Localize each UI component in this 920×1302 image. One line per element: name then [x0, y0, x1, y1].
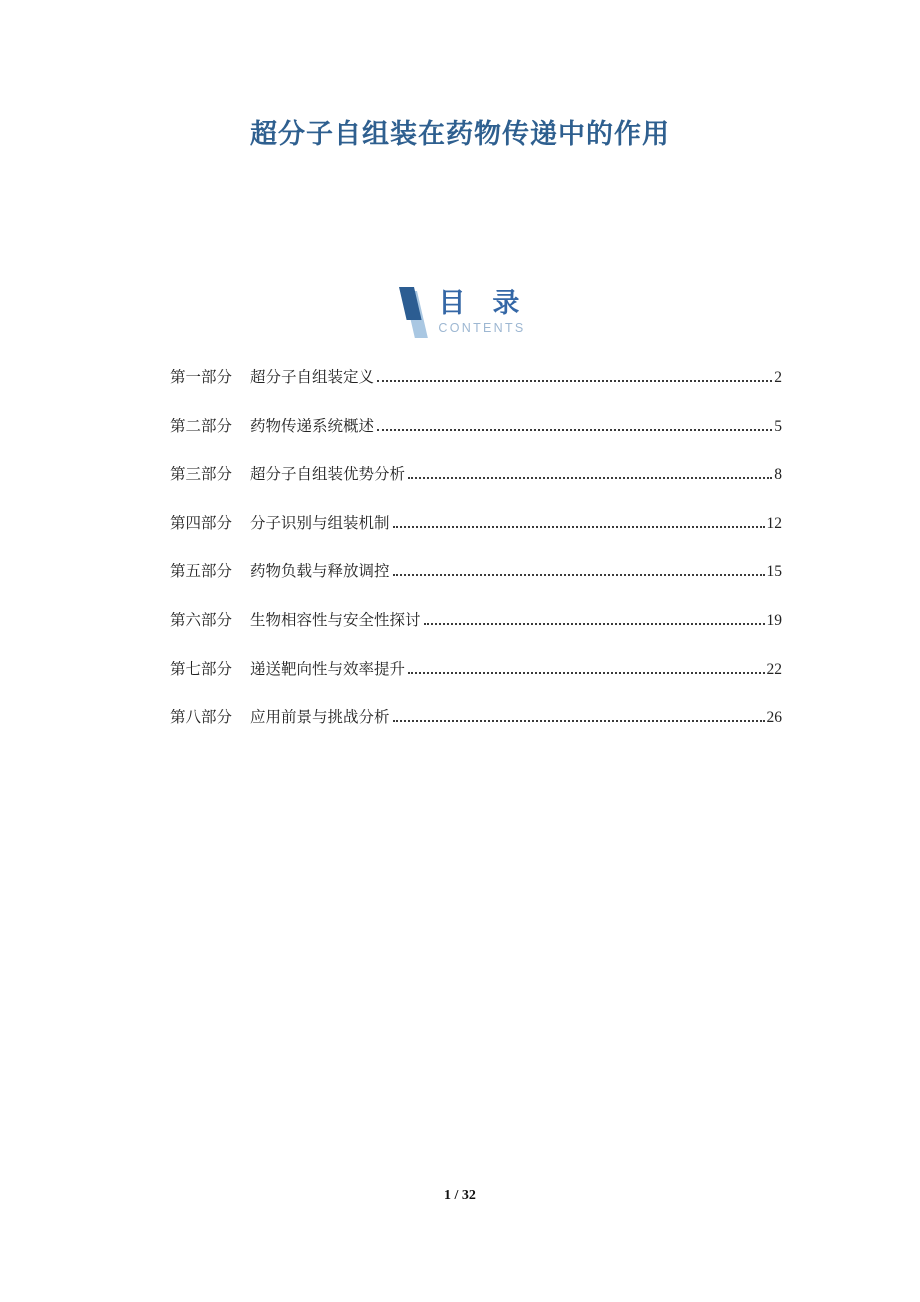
- toc-entry-title: 超分子自组装定义: [250, 369, 375, 386]
- toc-entry-6[interactable]: [170, 608, 782, 657]
- toc-entry-title: 超分子自组装优势分析: [250, 466, 406, 484]
- toc-entry-page-number: 26: [766, 709, 782, 727]
- toc-list: [170, 365, 782, 754]
- toc-entry-page-number: 8: [774, 466, 782, 484]
- toc-slash-mark-icon: [394, 286, 438, 348]
- toc-entry-4[interactable]: [170, 511, 782, 560]
- toc-entry-2[interactable]: [170, 414, 782, 463]
- toc-entry-label: 第七部分: [170, 660, 233, 678]
- toc-entry-8[interactable]: [170, 705, 782, 754]
- dot-leader: [424, 621, 765, 625]
- toc-entry-label: 第五部分: [170, 563, 233, 581]
- toc-entry-label: 第六部分: [170, 611, 233, 629]
- toc-entry-label: 第二部分: [170, 417, 233, 435]
- dot-leader: [393, 572, 765, 576]
- toc-entry-label: 第一部分: [170, 369, 233, 386]
- dot-leader: [393, 524, 765, 528]
- toc-entry-page-number: 15: [766, 563, 782, 581]
- toc-entry-label: 第三部分: [170, 466, 233, 484]
- toc-entry-5[interactable]: [170, 559, 782, 608]
- dot-leader: [408, 475, 772, 479]
- toc-entry-1[interactable]: [170, 365, 782, 414]
- toc-entry-page-number: 12: [766, 514, 782, 532]
- toc-entry-page-number: 22: [766, 660, 782, 678]
- toc-heading-box: [438, 286, 525, 335]
- dot-leader: [377, 378, 772, 382]
- dot-leader: [393, 718, 765, 722]
- toc-entry-page-number: 2: [774, 369, 782, 386]
- toc-entry-title: 分子识别与组装机制: [250, 514, 390, 532]
- toc-entry-7[interactable]: [170, 657, 782, 706]
- toc-entry-title: 药物负载与释放调控: [250, 563, 390, 581]
- toc-entry-3[interactable]: [170, 462, 782, 511]
- toc-entry-page-number: 19: [766, 611, 782, 629]
- toc-entry-label: 第四部分: [170, 514, 233, 532]
- toc-entry-title: 应用前景与挑战分析: [250, 709, 390, 727]
- page-title: 超分子自组装在药物传递中的作用: [250, 119, 670, 149]
- dot-leader: [377, 427, 772, 431]
- toc-entry-page-number: 5: [774, 417, 782, 435]
- dot-leader: [408, 670, 764, 674]
- toc-entry-label: 第八部分: [170, 709, 233, 727]
- toc-heading-subtitle: CONTENTS: [438, 321, 526, 335]
- page-number-indicator: 1 / 32: [444, 1188, 476, 1203]
- toc-entry-title: 药物传递系统概述: [250, 417, 375, 435]
- toc-entry-title: 递送靶向性与效率提升: [250, 660, 406, 678]
- toc-entry-title: 生物相容性与安全性探讨: [250, 611, 421, 629]
- toc-logo: [0, 286, 920, 348]
- toc-heading: 目 录: [438, 288, 520, 318]
